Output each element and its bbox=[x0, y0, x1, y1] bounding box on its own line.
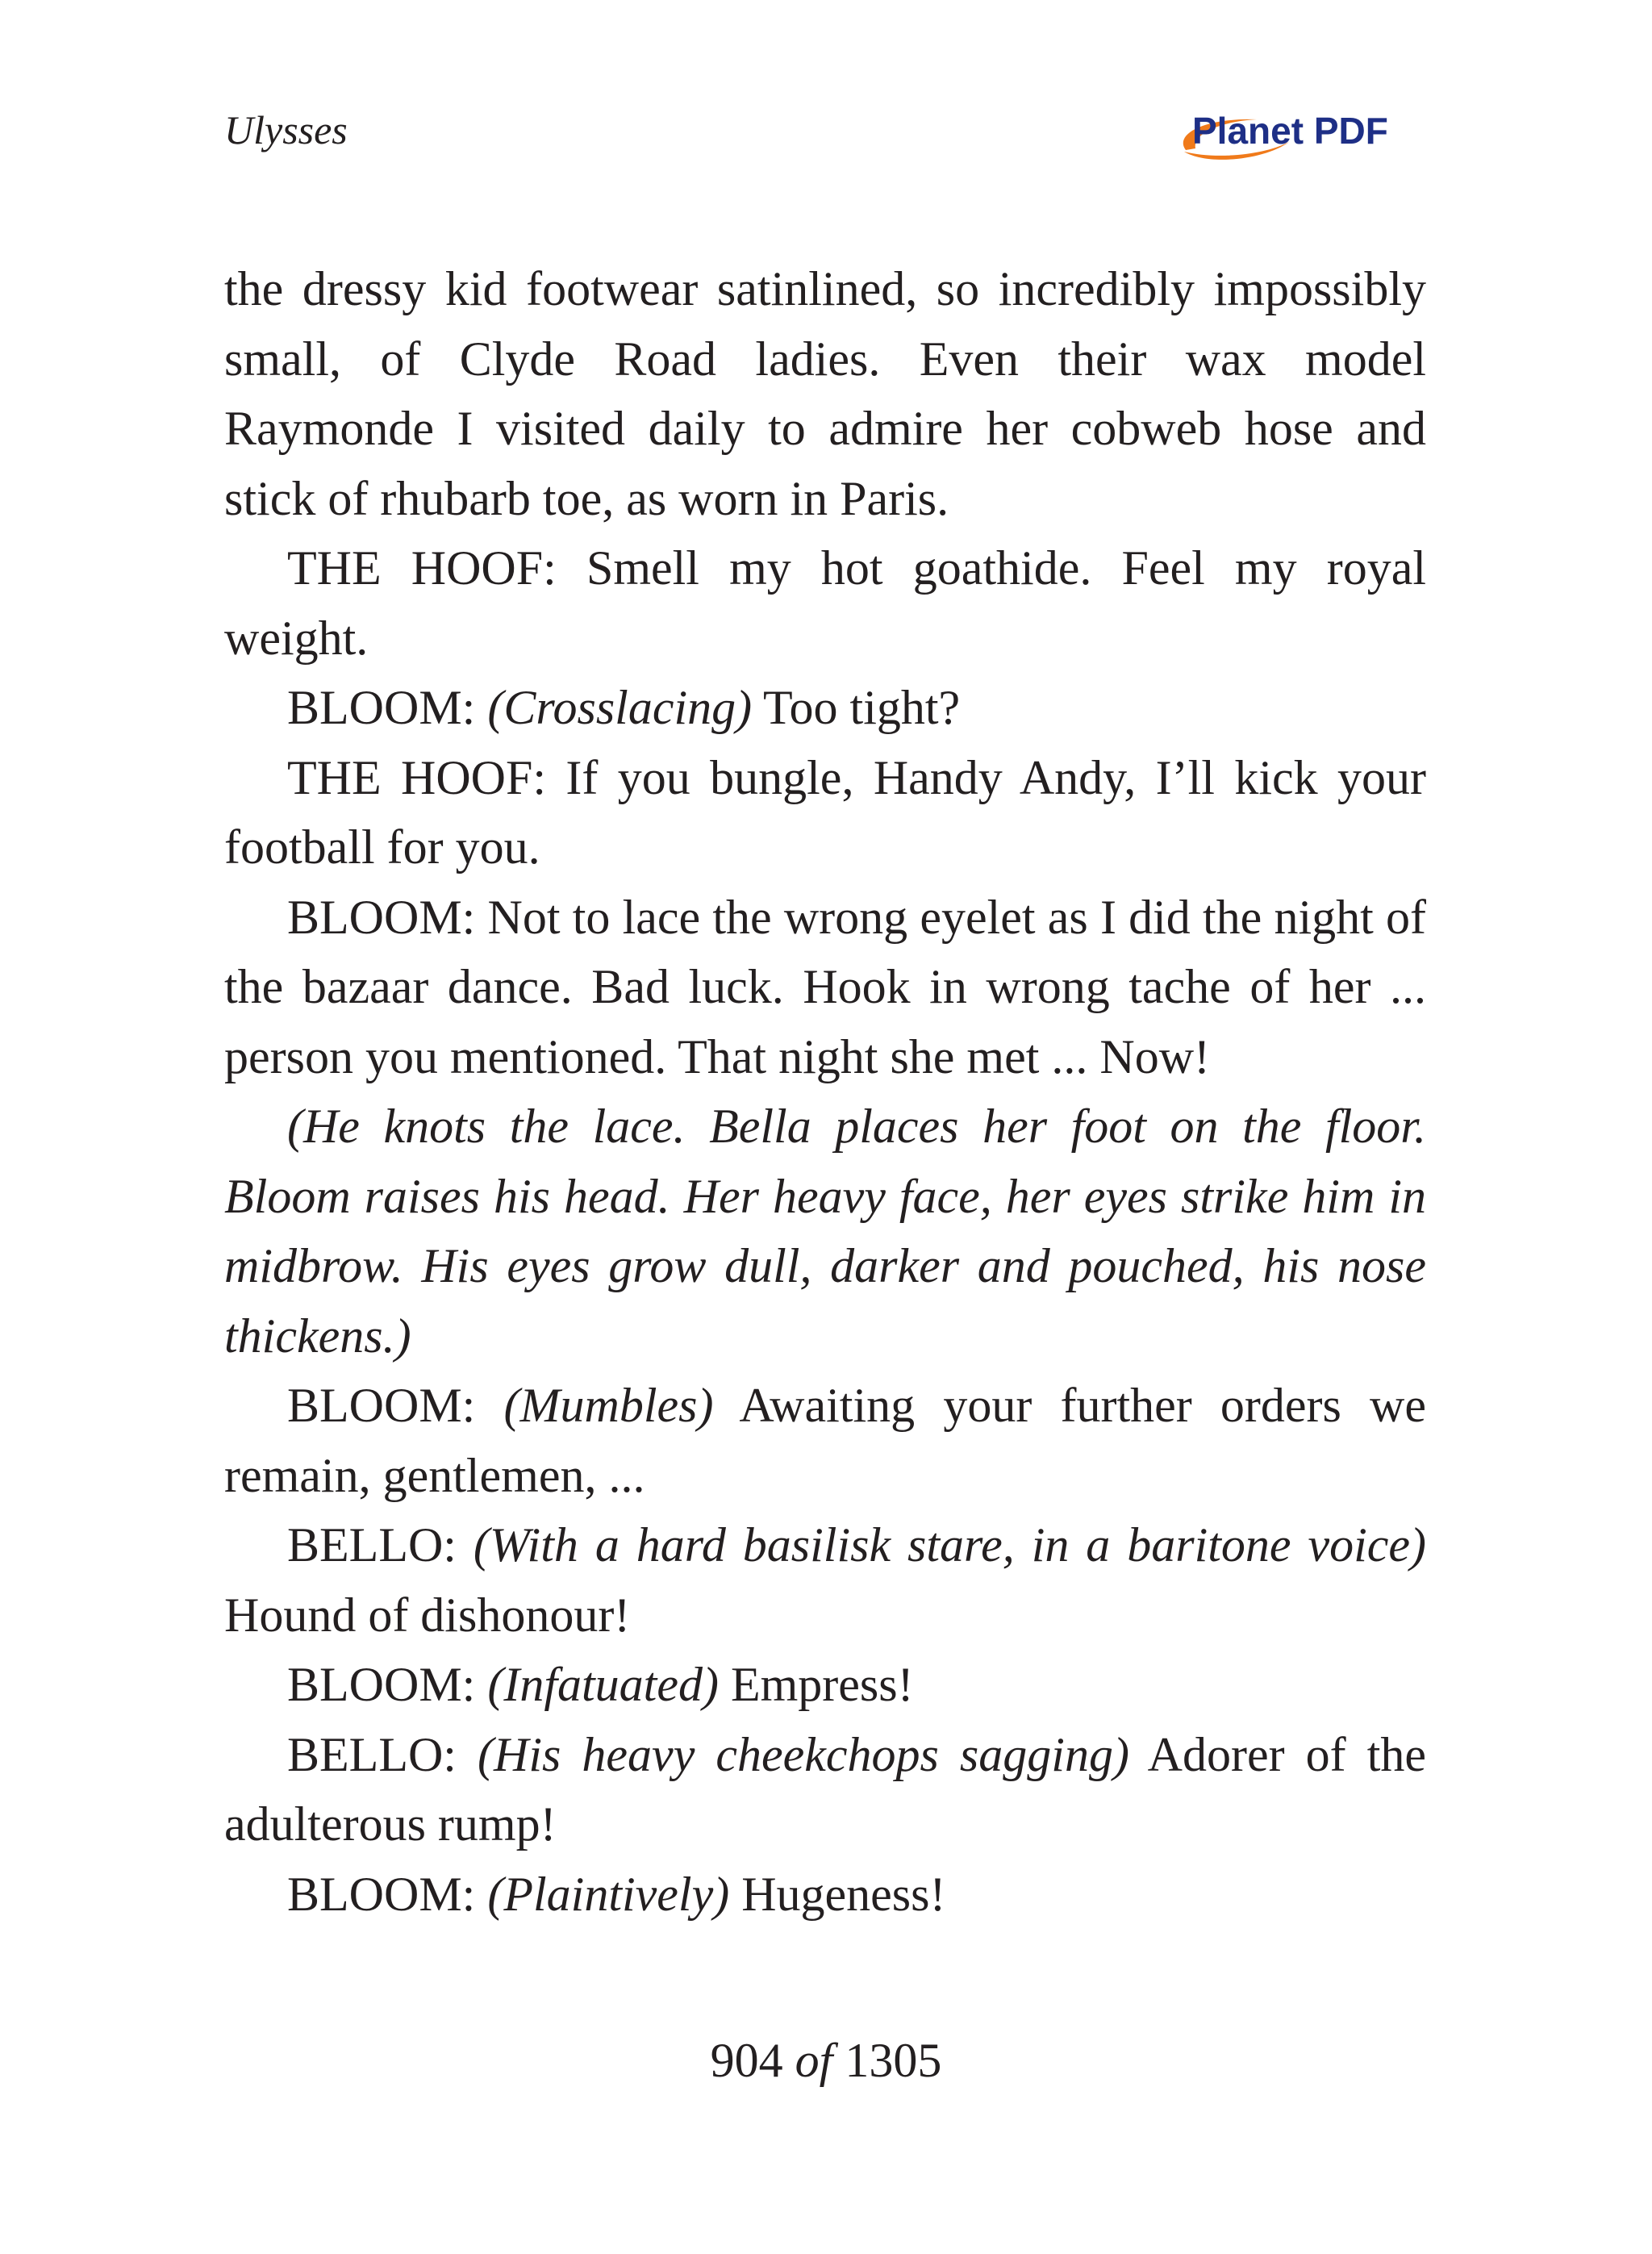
stage-direction: (Plaintively) bbox=[487, 1867, 730, 1921]
planet-pdf-logo-icon bbox=[1168, 103, 1426, 168]
speech-text: Hugeness! bbox=[729, 1867, 946, 1921]
speaker-name: BELLO: bbox=[287, 1727, 457, 1781]
speech-paragraph bbox=[224, 883, 1426, 1092]
stage-direction: (Mumbles) bbox=[503, 1379, 714, 1432]
stage-direction: (Infatuated) bbox=[487, 1658, 719, 1711]
stage-direction: (He knots the lace. Bella places her foot on the floor. Bloom raises his head. Her heavy face, her eyes strike him in midbrow. His eyes grow dull, darker and pouched, his nose thickens.) bbox=[224, 1100, 1426, 1363]
logo-text: Planet PDF bbox=[1192, 110, 1388, 152]
stage-direction: (With a hard basilisk stare, in a baritone voice) bbox=[473, 1518, 1426, 1572]
speech-text: Empress! bbox=[718, 1658, 914, 1711]
speech-paragraph bbox=[224, 1860, 1426, 1930]
speech-text: Awaiting your further orders we remain, gentlemen, ... bbox=[224, 1379, 1427, 1502]
speech-text: Smell my hot goathide. Feel my royal weight. bbox=[224, 541, 1426, 665]
speaker-name: BLOOM: bbox=[287, 681, 476, 734]
speaker-name: THE HOOF: bbox=[287, 750, 547, 804]
speaker-name: BLOOM: bbox=[287, 1867, 476, 1921]
speech-text: Too tight? bbox=[752, 681, 961, 734]
speaker-name: BLOOM: bbox=[287, 1658, 476, 1711]
speaker-name: BLOOM: bbox=[287, 1379, 476, 1432]
stage-direction-paragraph bbox=[224, 1092, 1426, 1371]
stage-direction: (His heavy cheekchops sagging) bbox=[478, 1727, 1129, 1781]
speech-paragraph bbox=[224, 673, 1426, 743]
page-total: 1305 bbox=[845, 2034, 942, 2087]
speech-paragraph bbox=[224, 533, 1426, 673]
page-current: 904 bbox=[710, 2034, 783, 2087]
speech-paragraph bbox=[224, 743, 1426, 883]
page-number bbox=[0, 2033, 1652, 2089]
speaker-name: BELLO: bbox=[287, 1518, 457, 1572]
speech-paragraph bbox=[224, 1650, 1426, 1720]
speech-text: Hound of dishonour! bbox=[224, 1588, 631, 1642]
speech-paragraph bbox=[224, 1720, 1426, 1860]
planet-pdf-logo bbox=[1168, 103, 1426, 168]
paragraph-continuation: the dressy kid footwear satinlined, so incredibly impossibly small, of Clyde Road ladies. Even their wax model Raymonde I visited daily to admire her cobweb hose and stick of rhubarb toe, as worn in Paris. bbox=[224, 262, 1426, 525]
speaker-name: BLOOM: bbox=[287, 890, 476, 944]
speech-text: Adorer of the adulterous rump! bbox=[224, 1727, 1426, 1851]
speech-paragraph bbox=[224, 1371, 1426, 1510]
page-body bbox=[224, 254, 1426, 1929]
book-title: Ulysses bbox=[224, 107, 348, 152]
page-of: of bbox=[795, 2034, 833, 2087]
speaker-name: THE HOOF: bbox=[287, 541, 557, 595]
speech-paragraph bbox=[224, 1510, 1426, 1650]
stage-direction: (Crosslacing) bbox=[487, 681, 753, 734]
speech-text: Not to lace the wrong eyelet as I did the night of the bazaar dance. Bad luck. Hook in wrong tache of her ... person you mentioned. That night she met ... Now! bbox=[224, 890, 1426, 1083]
speech-text: If you bungle, Handy Andy, I’ll kick your football for you. bbox=[224, 750, 1426, 874]
